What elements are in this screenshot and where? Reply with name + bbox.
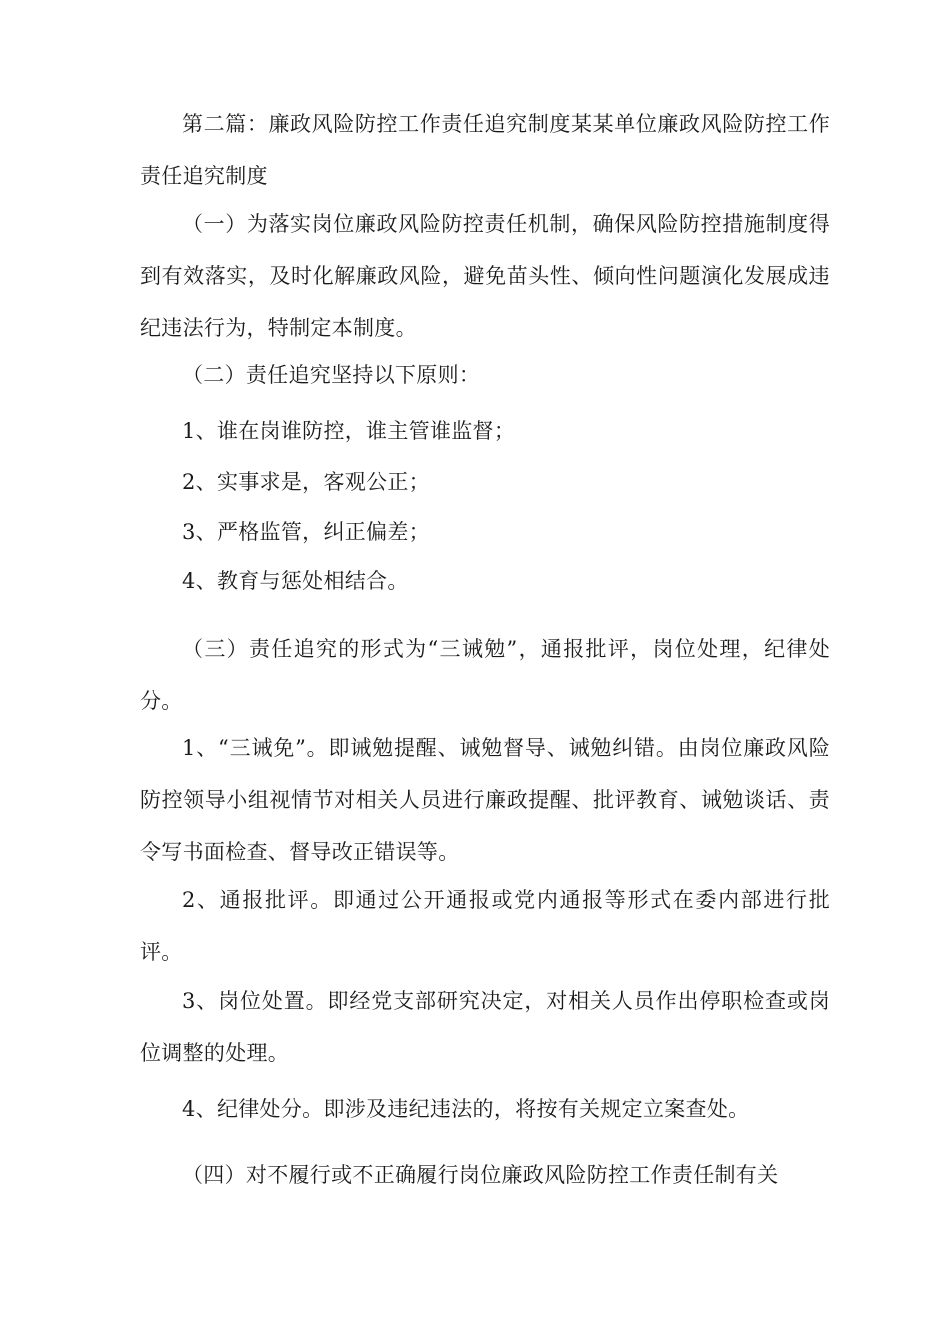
form-3-paragraph: 3、岗位处置。即经党支部研究决定，对相关人员作出停职检查或岗位调整的处理。 (140, 989, 830, 1065)
section-4-paragraph: （四）对不履行或不正确履行岗位廉政风险防控工作责任制有关 (182, 1163, 779, 1187)
principle-3: 3、严格监管，纠正偏差； (182, 520, 430, 544)
form-1-paragraph: 1、“三诫免”。即诫勉提醒、诫勉督导、诫勉纠错。由岗位廉政风险防控领导小组视情节对相关人员进行廉政提醒、批评教育、诫勉谈话、责令写书面检查、督导改正错误等。 (140, 736, 830, 864)
principle-4: 4、教育与惩处相结合。 (182, 569, 409, 593)
form-2-paragraph: 2、通报批评。即通过公开通报或党内通报等形式在委内部进行批评。 (140, 888, 830, 964)
principle-1: 1、谁在岗谁防控，谁主管谁监督； (182, 419, 516, 443)
principle-2: 2、实事求是，客观公正； (182, 470, 430, 494)
form-4-paragraph: 4、纪律处分。即涉及违纪违法的，将按有关规定立案查处。 (182, 1097, 750, 1121)
document-title: 第二篇：廉政风险防控工作责任追究制度某某单位廉政风险防控工作责任追究制度 (140, 112, 830, 188)
section-2-heading: （二）责任追究坚持以下原则： (182, 363, 481, 387)
section-3-paragraph: （三）责任追究的形式为“三诫勉”，通报批评，岗位处理，纪律处分。 (140, 637, 830, 713)
section-1-paragraph: （一）为落实岗位廉政风险防控责任机制，确保风险防控措施制度得到有效落实，及时化解廉政风险，避免苗头性、倾向性问题演化发展成违纪违法行为，特制定本制度。 (140, 212, 830, 340)
